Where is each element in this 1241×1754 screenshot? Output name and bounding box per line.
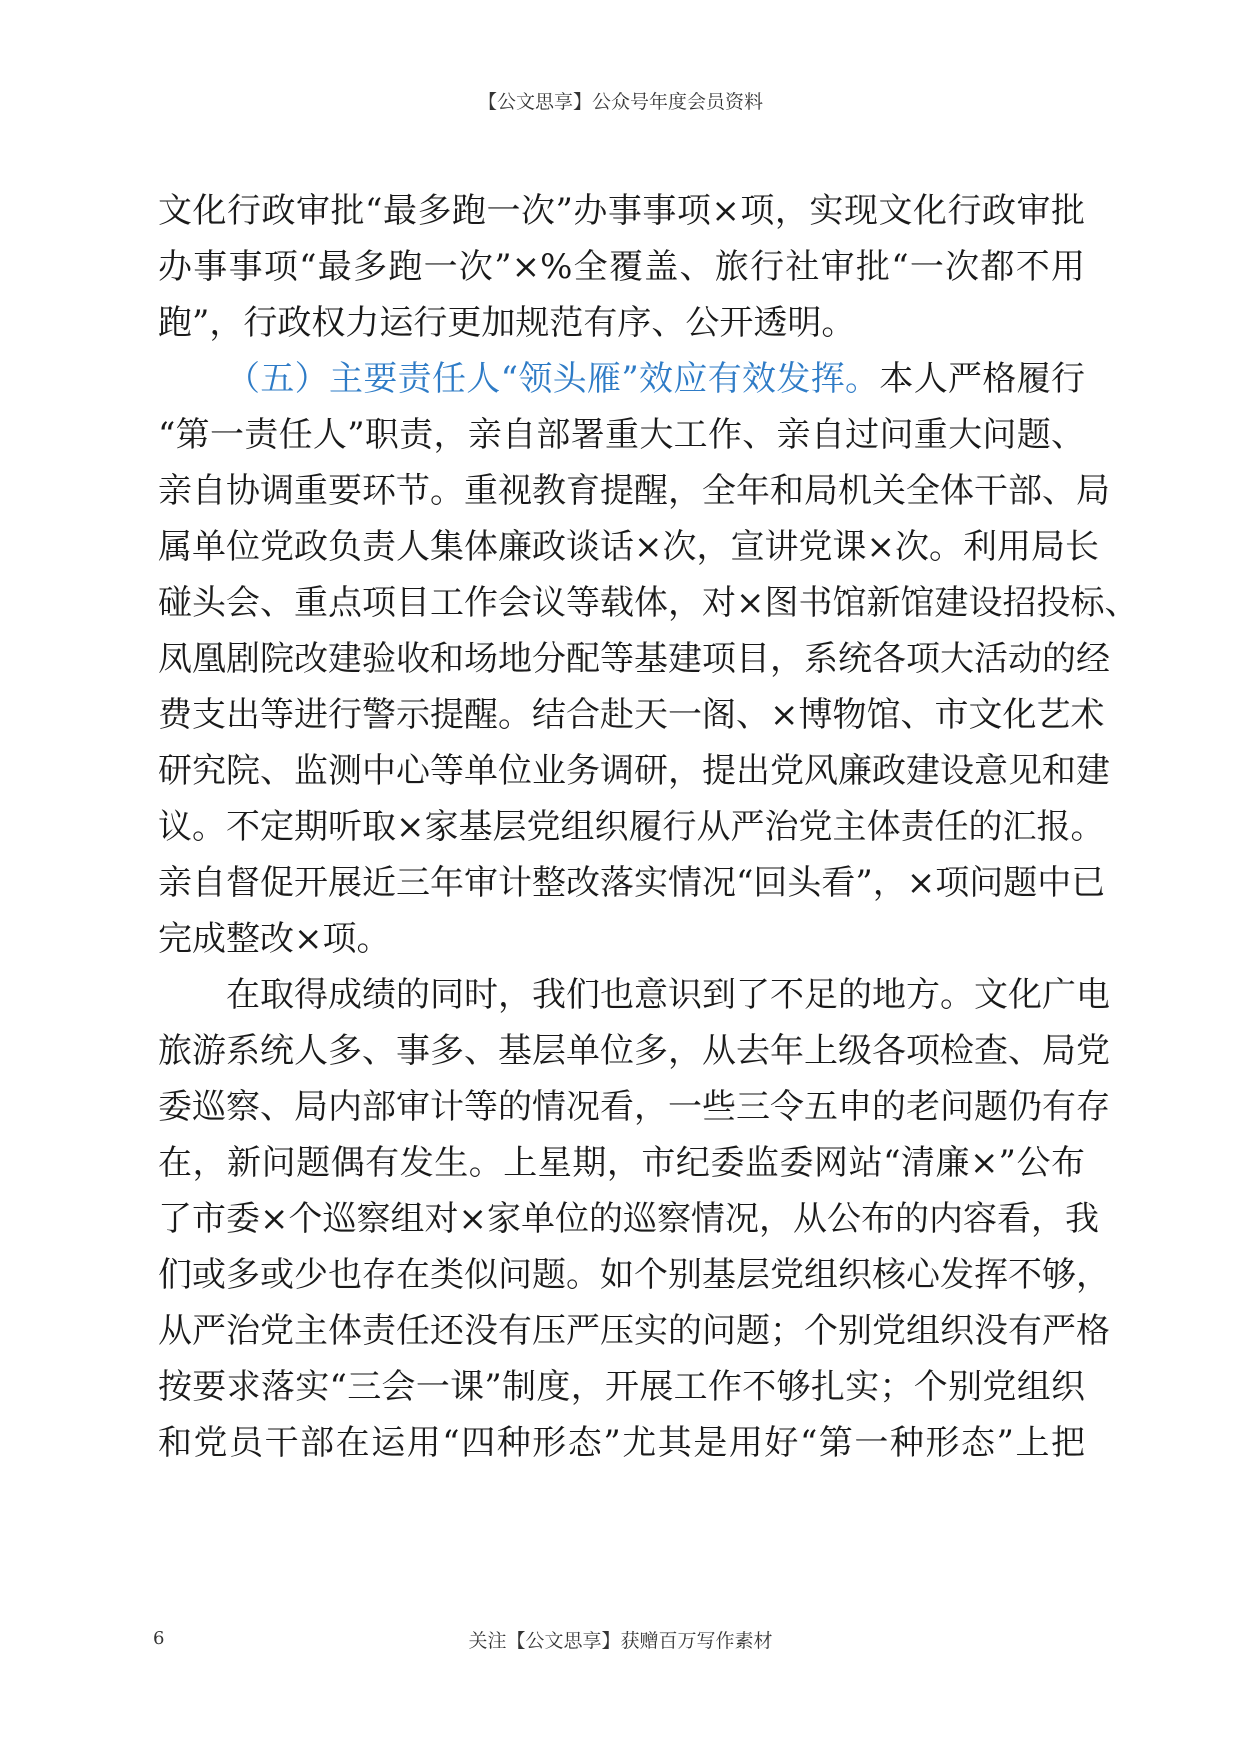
text-line: 完成整改×项。 [158, 919, 391, 959]
section-heading: （五）主要责任人“领头雁”效应有效发挥。 [226, 359, 880, 399]
text-line: 从严治党主体责任还没有压严压实的问题；个别党组织没有严格 [158, 1311, 1110, 1351]
text-line: 在取得成绩的同时，我们也意识到了不足的地方。文化广电 [226, 975, 1110, 1015]
page-number: 6 [153, 1628, 165, 1649]
page-header: 【公文思享】公众号年度会员资料 [477, 91, 763, 113]
text-line: 跑”，行政权力运行更加规范有序、公开透明。 [158, 303, 856, 343]
text-line: 了市委×个巡察组对×家单位的巡察情况，从公布的内容看，我 [158, 1199, 1099, 1239]
text-line: 费支出等进行警示提醒。结合赴天一阁、×博物馆、市文化艺术 [158, 695, 1105, 735]
section-heading-line [226, 349, 1085, 409]
text-line: 按要求落实“三会一课”制度，开展工作不够扎实；个别党组织 [158, 1367, 1085, 1407]
text-line: 凤凰剧院改建验收和场地分配等基建项目，系统各项大活动的经 [158, 639, 1110, 679]
text-line: 本人严格履行 [879, 359, 1086, 399]
text-line: 亲自协调重要环节。重视教育提醒，全年和局机关全体干部、局 [158, 471, 1110, 511]
text-line: 研究院、监测中心等单位业务调研，提出党风廉政建设意见和建 [158, 751, 1110, 791]
text-line: 碰头会、重点项目工作会议等载体，对×图书馆新馆建设招投标、 [158, 583, 1139, 623]
text-line: 在，新问题偶有发生。上星期，市纪委监委网站“清廉×”公布 [158, 1143, 1085, 1183]
text-line: 和党员干部在运用“四种形态”尤其是用好“第一种形态”上把 [158, 1423, 1085, 1463]
text-line: 文化行政审批“最多跑一次”办事事项×项，实现文化行政审批 [158, 191, 1085, 231]
text-line: “第一责任人”职责，亲自部署重大工作、亲自过问重大问题、 [158, 415, 1085, 455]
page-footer: 关注【公文思享】获赠百万写作素材 [468, 1630, 773, 1652]
text-line: 旅游系统人多、事多、基层单位多，从去年上级各项检查、局党 [158, 1031, 1110, 1071]
text-line: 委巡察、局内部审计等的情况看，一些三令五申的老问题仍有存 [158, 1087, 1110, 1127]
text-line: 们或多或少也存在类似问题。如个别基层党组织核心发挥不够， [158, 1255, 1110, 1295]
text-line: 办事事项“最多跑一次”×%全覆盖、旅行社审批“一次都不用 [158, 247, 1085, 287]
text-line: 属单位党政负责人集体廉政谈话×次，宣讲党课×次。利用局长 [158, 527, 1099, 567]
text-line: 议。不定期听取×家基层党组织履行从严治党主体责任的汇报。 [158, 807, 1105, 847]
text-line: 亲自督促开展近三年审计整改落实情况“回头看”，×项问题中已 [158, 863, 1106, 903]
